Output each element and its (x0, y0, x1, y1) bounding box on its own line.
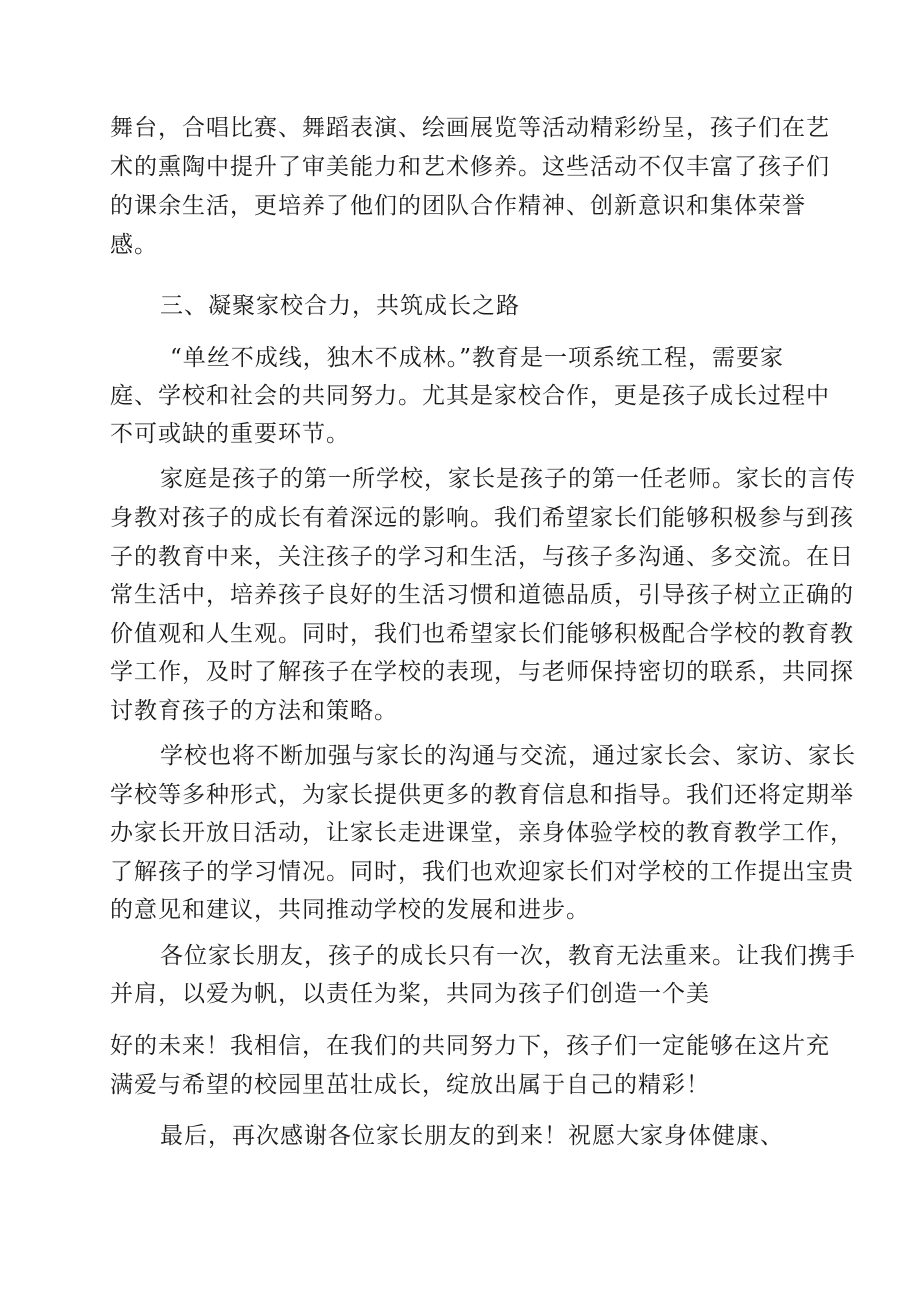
text-line: 子的教育中来，关注孩子的学习和生活，与孩子多沟通、多交流。在日 (110, 544, 854, 570)
text-line: “单丝不成线，独木不成林。”教育是一项系统工程，需要家 (170, 345, 785, 371)
text-line: 身教对孩子的成长有着深远的影响。我们希望家长们能够积极参与到孩 (110, 505, 854, 531)
text-line: 舞台，合唱比赛、舞蹈表演、绘画展览等活动精彩纷呈，孩子们在艺 (110, 115, 830, 141)
text-line: 各位家长朋友，孩子的成长只有一次，教育无法重来。让我们携手 (160, 943, 856, 969)
text-line: 学校等多种形式，为家长提供更多的教育信息和指导。我们还将定期举 (110, 782, 854, 808)
text-line: 庭、学校和社会的共同努力。尤其是家校合作，更是孩子成长过程中 (110, 383, 830, 409)
text-line: 不可或缺的重要环节。 (110, 421, 350, 447)
text-line: 学校也将不断加强与家长的沟通与交流，通过家长会、家访、家长 (160, 743, 856, 769)
text-line: 了解孩子的学习情况。同时，我们也欢迎家长们对学校的工作提出宝贵 (110, 859, 854, 885)
text-line: 并肩，以爱为帆，以责任为桨，共同为孩子们创造一个美 (110, 981, 710, 1007)
text-line: 办家长开放日活动，让家长走进课堂，亲身体验学校的教育教学工作， (110, 820, 854, 846)
text-line: 满爱与希望的校园里茁壮成长，绽放出属于自己的精彩！ (110, 1072, 710, 1098)
text-line: 常生活中，培养孩子良好的生活习惯和道德品质，引导孩子树立正确的 (110, 582, 854, 608)
section-heading: 三、凝聚家校合力，共筑成长之路 (160, 293, 520, 319)
text-line: 讨教育孩子的方法和策略。 (110, 698, 398, 724)
text-line: 感。 (110, 232, 158, 258)
text-line: 学工作，及时了解孩子在学校的表现，与老师保持密切的联系，共同探 (110, 659, 854, 685)
text-line: 的课余生活，更培养了他们的团队合作精神、创新意识和集体荣誉 (110, 193, 806, 219)
text-line: 好的未来！我相信，在我们的共同努力下，孩子们一定能够在这片充 (110, 1033, 830, 1059)
text-line: 价值观和人生观。同时，我们也希望家长们能够积极配合学校的教育教 (110, 621, 854, 647)
text-line: 最后，再次感谢各位家长朋友的到来！祝愿大家身体健康、 (160, 1123, 784, 1149)
text-line: 的意见和建议，共同推动学校的发展和进步。 (110, 897, 590, 923)
text-line: 家庭是孩子的第一所学校，家长是孩子的第一任老师。家长的言传 (160, 466, 856, 492)
text-line: 术的熏陶中提升了审美能力和艺术修养。这些活动不仅丰富了孩子们 (110, 154, 830, 180)
